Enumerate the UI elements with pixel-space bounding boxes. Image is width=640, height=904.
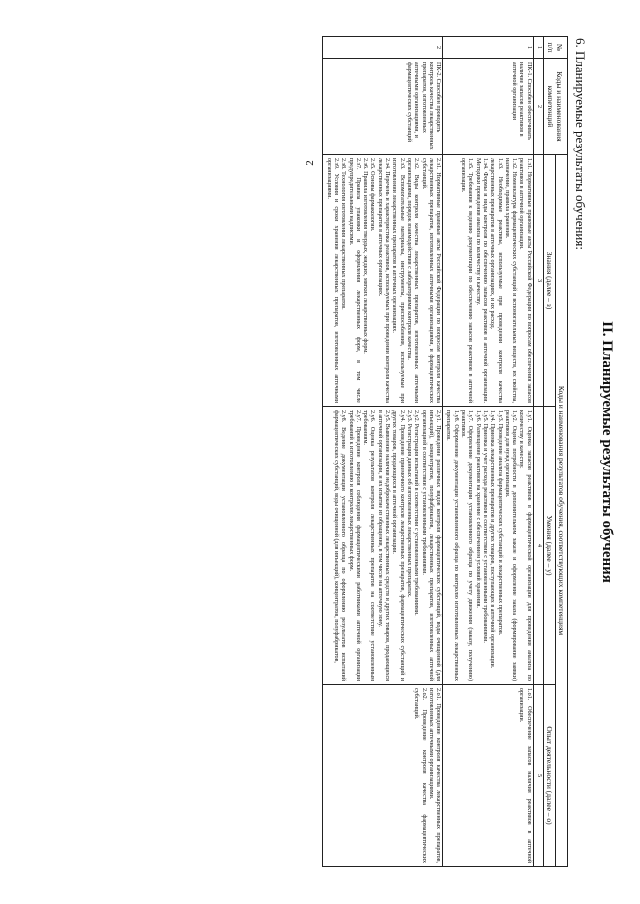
page-title: II. Планируемые результаты обучения	[599, 321, 615, 583]
header-skills: Умения (далее – у)	[544, 407, 556, 685]
skill-item: 2.у4. Проведение приемочного контроля лекарственных препаратов, фармацевтических субстанций и других товаров, продающихся в аптечной организации.	[391, 410, 405, 681]
knowledge-item: 2.з2. Виды контроля качества лекарственных препаратов, изготовленных аптечными организациями, порядок взаимодействия с лабораториями контроля качества.	[405, 158, 420, 403]
skill-item: 1.у8. Оформление документации установленного образца по контролю изготовленных лекарственных препаратов.	[445, 410, 459, 681]
skills-cell	[443, 407, 534, 685]
header-index-2: 2	[533, 59, 543, 155]
header-competency-codes: Коды и наименования компетенций	[544, 59, 568, 155]
rotated-page-content	[0, 22, 620, 882]
competency-cell: ПК-1. Способен обеспечивать наличие запасов реактивов в аптечной организации	[443, 59, 534, 155]
skill-item: 1.у6. Размещение реактивов на хранение с обеспечением условий хранения.	[474, 410, 481, 608]
competency-table	[322, 36, 568, 867]
skill-item: 1.у1. Оценка запасов реактивов в фармацевтической организации для проведения анализа по количеству и качеству.	[518, 410, 532, 681]
header-results-group: Коды и наименования результатов обучения, соответствующих компетенциям	[556, 155, 568, 867]
skills-cell	[323, 407, 443, 685]
knowledge-item: 1.з4. Формы и виды контроля по обеспечению запасов реактивов в аптечной организации. Методики проведения анализа по количеству и качеству.	[474, 158, 488, 403]
header-knowledge: Знания (далее – з)	[544, 155, 556, 407]
experience-item: 2.о2. Проведение контроля качества фармацевтических субстанций.	[413, 688, 427, 864]
knowledge-item: 1.з5. Требования к ведению документации по обеспечению запасов реактивов в аптечной организации.	[460, 158, 474, 403]
header-index-1: 1	[533, 37, 543, 59]
skill-item: 2.у2. Регистрация испытаний в соответствии с установленными требованиями.	[413, 410, 420, 616]
skill-item: 2.у6. Оценка результатов контроля лекарственных препаратов на соответствие установленным требованиям.	[362, 410, 376, 681]
competency-cell: ПК-2. Способен проводить контроль качества лекарственных препаратов, изготовленных аптечными организациями, и фармацевтических субстанций	[323, 59, 443, 155]
knowledge-item: 2.з7. Правила упаковки и оформления лекарственных форм, в том числе предупредительными надписями.	[347, 158, 361, 403]
skill-item: 2.у3. Регистрация данных об изготовленных лекарственных препаратах.	[405, 410, 412, 598]
header-index-4: 4	[533, 407, 543, 685]
knowledge-item: 2.з5. Основы фармакологии.	[369, 158, 376, 232]
experience-cell	[323, 685, 443, 867]
knowledge-cell	[323, 155, 443, 407]
experience-item: 2.о1. Проведение контроля качества лекарственных препаратов, изготовленных аптечными организациями.	[427, 688, 442, 864]
knowledge-item: 2.з9. Условия и сроки хранения лекарственных препаратов, изготовленных аптечными организациями.	[325, 158, 339, 403]
knowledge-item: 1.з3. Необходимые реактивы, используемые при проведении контроля качества лекарственных препаратов в аптечных организациях, и их расход.	[489, 158, 503, 403]
skill-item: 1.у4. Приемка лекарственных препаратов и других товаров, поступающих в аптечной организации.	[489, 410, 496, 669]
skill-item: 1.у3. Проведение анализа фармацевтических субстанций и лекарственных препаратов.	[496, 410, 503, 636]
knowledge-item: 1.з2. Номенклатура фармацевтических субстанций и вспомогательных веществ, их свойства, назначение, правила хранения.	[503, 158, 518, 403]
table-row	[443, 37, 534, 867]
skill-item: 2.у8. Ведение документации установленного образца по оформлению результатов испытаний фармацевтических субстанций, воды очищенной (для инъекций), концентратов, полуфабрикатов,	[332, 410, 347, 681]
table-row	[323, 37, 443, 867]
skill-item: 1.у7. Оформление документации установленного образца по учету движения (заказу, получению) реактивов.	[460, 410, 474, 681]
experience-cell	[443, 685, 534, 867]
header-index-5: 5	[533, 685, 543, 867]
skill-item: 2.у5. Выявление наличия недоброкачественных лекарственных средств и других товаров, продающихся в аптечной организации, и их изъятие из обращения, в том числе на аптечную зону.	[376, 410, 391, 681]
skill-item: 2.у7. Проведение контроля соблюдения фармацевтическими работниками аптечной организации требований к изготовлению и контролю лекарственных форм.	[347, 410, 361, 681]
skill-item: 2.у1. Проведение различных видов контроля фармацевтических субстанций, воды очищенной (для инъекций), концентратов, полуфабрикатов, лекарственных препаратов, изготовленных аптечной организацией в соответствии с установленными требованиями.	[420, 410, 442, 681]
knowledge-item: 2.з8. Технология изготовления лекарственных препаратов.	[340, 158, 347, 310]
knowledge-item: 1.з1. Нормативные правовые акты Российской Федерации по вопросам обеспечения запасов реактивов в аптечной организации.	[518, 158, 532, 403]
page-number: 2	[303, 160, 316, 166]
row-number: 1	[443, 37, 534, 59]
knowledge-item: 2.з1. Нормативные правовые акты Российской Федерации по вопросам контроля качества лекарственных препаратов, изготовленных аптечными организациями, и фармацевтических субстанций.	[420, 158, 442, 403]
knowledge-item: 2.з4. Перечень и характеристика реактивов, используемых при проведении контроля качества лекарственных препаратов в аптечных организациях.	[376, 158, 391, 403]
header-experience: Опыт деятельности (далее – о)	[544, 685, 556, 867]
knowledge-cell	[443, 155, 534, 407]
knowledge-item: 2.з6. Правила изготовления твердых, жидких, мягких лекарственных форм.	[362, 158, 369, 354]
section-title: 6. Планируемые результаты обучения:	[573, 38, 588, 250]
header-number: № п/п	[544, 37, 568, 59]
skill-item: 1.у2. Оценка потребности в дополнительном заказе и оформление заказа (формирование заявки) реактивов для нужд организации.	[503, 410, 518, 681]
knowledge-item: 2.з3. Вспомогательные материалы, инструменты, приспособления, используемые при изготовлении лекарственных препаратов в аптечных организациях.	[391, 158, 405, 403]
experience-item: 1.о1. Обеспечение запасов наличия реактивов в аптечной организации.	[518, 688, 532, 864]
skill-item: 1.у5. Приемка и учет расхода реактивов в соответствии с установленными требованиями.	[481, 410, 488, 643]
header-index-3: 3	[533, 155, 543, 407]
row-number: 2	[323, 37, 443, 59]
